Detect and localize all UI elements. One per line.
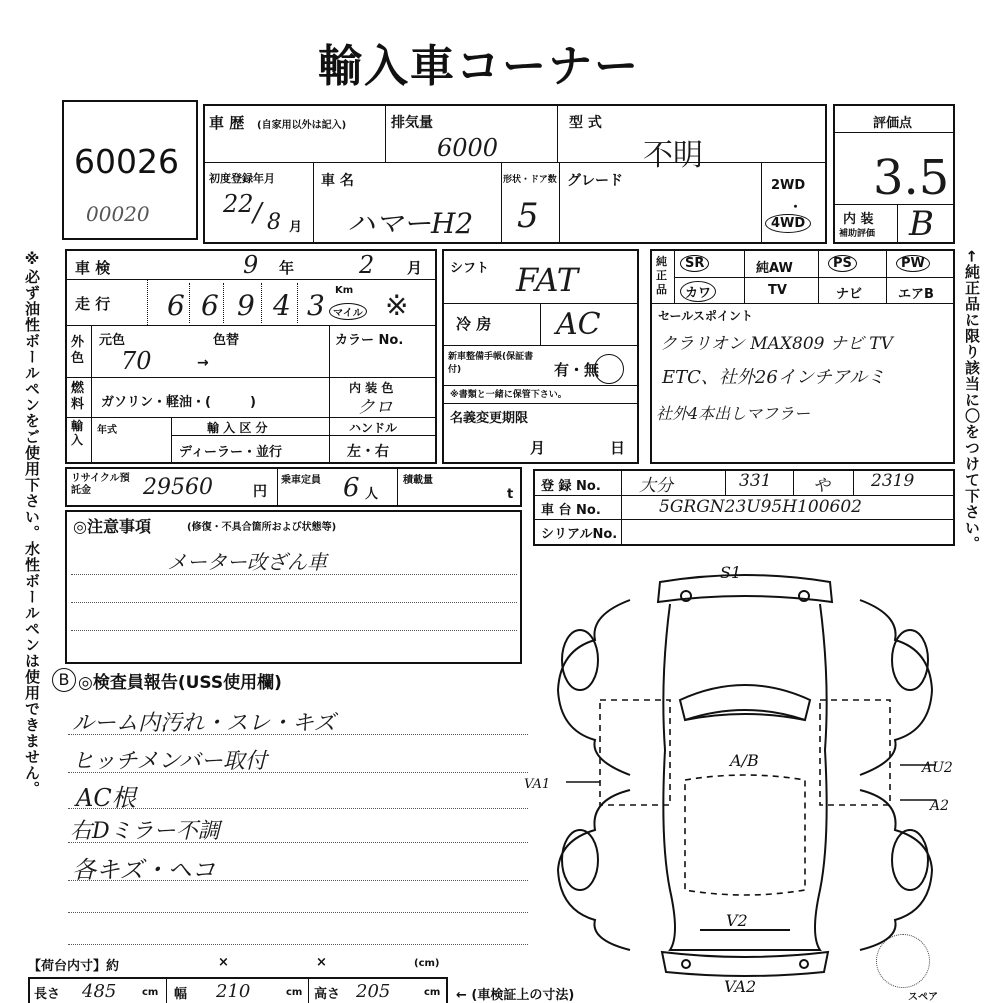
vehicle-info-grid [65,249,437,464]
equipment-tv[interactable]: TV [768,283,787,298]
equipment-aw[interactable]: 純AW [756,261,793,276]
height-cm: cm [424,987,441,998]
page-title: 輸入車コーナー [318,41,640,92]
diagram-label-a2: A2 [930,798,950,814]
equipment-pw[interactable]: PW [896,255,930,272]
name-change-day: 日 [610,439,626,457]
inspector-line-4: 右Dミラー不調 [70,819,220,844]
cargo-unit: (cm) [414,958,440,969]
import-label: 輸入 [71,419,84,447]
cargo-x1: × [218,955,229,970]
length-value: 485 [82,981,117,1002]
exterior-orig-label: 元色 [99,333,126,348]
inspector-line-5: 各キズ・ヘコ [72,856,216,884]
drive-2wd[interactable]: 2WD [771,178,806,193]
side-note-right: ←純正品に限り該当に〇をつけて下さい。 [963,250,981,552]
reg-kana: や [813,476,830,496]
lot-number-handwritten: 00020 [86,202,150,226]
width-cm: cm [286,987,303,998]
recycle-unit: 円 [253,484,267,500]
grade-label: グレード [567,173,623,189]
chassis-value: 5GRGN23U95H100602 [659,497,862,517]
mileage-digit-4: 4 [273,289,291,322]
side-note-left: ※必ず油性ボールペンをご使用下さい。水性ボールペンは使用できません。 [23,250,41,797]
interior-label: 内 装 [843,212,874,227]
manual-note: ※書類と一緒に保管下さい。 [450,390,567,400]
equipment-kawa[interactable]: カワ [680,281,716,302]
reg-year-value: 22 [223,190,254,218]
mileage-unit-mile: マイル [329,303,367,320]
inspection-year-unit: 年 [279,259,295,277]
load-label: 積載量 [403,475,433,486]
fuel-label: 燃料 [71,381,85,412]
import-year-label: 年式 [97,425,117,436]
diagram-label-v2: V2 [726,911,748,930]
header-grid: 車 歴 (自家用以外は記入) 排気量 6000 型 式 不明 初度登録年月 22 / 8 月 車 名 ハマーH2 形状・ドア数 5 グレード 2WD ・ 4WD [203,104,827,244]
serial-label: シリアルNo. [541,527,618,542]
lot-number: 60026 [74,142,179,181]
spare-tire-icon [876,934,930,988]
diagram-label-s1: S1 [720,563,742,582]
notes-sub: (修復・不具合箇所および状態等) [187,522,337,533]
mileage-label: 走 行 [75,295,111,313]
manual-circle-mark [594,354,624,384]
sales-point-line-2: ETC、社外26インチアルミ [662,367,886,388]
width-label: 幅 [174,987,188,1002]
reg-month-unit: 月 [289,220,303,235]
height-value: 205 [356,981,391,1002]
diagram-label-au2: AU2 [922,760,953,776]
cargo-x2: × [316,955,327,970]
equipment-navi[interactable]: ナビ [836,287,863,302]
name-change-label: 名義変更期限 [450,411,529,426]
equipment-sr[interactable]: SR [680,255,709,272]
color-no-label: カラー No. [335,333,404,348]
score-box [833,104,955,244]
interior-color-label: 内 装 色 [349,381,394,395]
inspector-mark: B [52,668,76,692]
equipment-block [650,249,955,464]
height-label: 高さ [314,987,341,1002]
length-cm: cm [142,987,159,998]
shift-label: シフト [450,261,490,276]
shift-ac-block [442,249,639,464]
doors-value: 5 [517,196,539,236]
score-value: 3.5 [873,150,950,206]
load-unit: t [507,487,514,502]
reg-month-value: 8 [267,210,281,235]
recycle-value: 29560 [143,475,213,500]
ac-value: AC [556,307,601,342]
capacity-value: 6 [343,473,360,503]
score-header: 評価点 [873,116,913,131]
handle-options[interactable]: 左・右 [347,444,389,460]
recycle-label: リサイクル預託金 [71,473,130,496]
manual-options[interactable]: 有・無 [554,361,600,379]
registration-block [533,469,955,546]
reg-number: 2319 [871,471,915,491]
capacity-unit: 人 [365,487,379,502]
equipment-ps[interactable]: PS [828,255,857,272]
mileage-digit-5: 3 [307,289,325,322]
inspector-line-2: ヒッチメンバー取付 [72,749,267,774]
history-label: 車 歴 [209,114,245,132]
reg-no-label: 登 録 No. [541,479,601,494]
doors-label: 形状・ドア数 [503,175,557,185]
dimension-row [28,977,448,1003]
exterior-color-value: 70 [121,347,152,375]
recycle-row [65,467,522,507]
mileage-mark: ※ [385,289,409,322]
inspection-year: 9 [243,251,259,279]
inspector-line-1: ルーム内汚れ・スレ・キズ [72,711,336,736]
name-label: 車 名 [321,173,354,189]
reg-year-label: 初度登録年月 [209,172,275,185]
inspection-month-unit: 月 [407,259,423,277]
lot-number-box [62,100,198,240]
mileage-digit-3: 9 [237,289,255,322]
spare-label: スペア [908,992,938,1003]
fuel-options[interactable]: ガソリン・軽油・( ) [101,395,256,410]
diagram-label-va1: VA1 [524,777,551,792]
inspector-line-3: AC根 [76,784,136,812]
interior-sub: 補助評価 [839,229,876,239]
chassis-label: 車 台 No. [541,503,601,518]
inspection-label: 車 検 [75,259,111,277]
ac-label: 冷 房 [456,315,492,333]
name-value: ハマーH2 [347,207,474,240]
mileage-unit-km: Km [335,285,354,296]
drive-4wd[interactable]: 4WD [765,214,811,233]
drive-dot: ・ [789,200,803,215]
history-note: (自家用以外は記入) [257,120,347,131]
exterior-label: 外色 [71,335,85,366]
reg-class: 331 [739,471,772,491]
handle-label: ハンドル [349,421,398,435]
import-type-label: 輸 入 区 分 [207,421,268,435]
sales-point-line-3: 社外4本出しマフラー [656,404,811,423]
displacement-value: 6000 [437,134,499,162]
shift-value: FAT [516,261,579,299]
diagram-label-va2: VA2 [724,977,757,996]
displacement-label: 排気量 [391,115,433,131]
model-label: 型 式 [569,115,602,131]
notes-line-1: メーター改ざん車 [167,550,327,574]
manual-label: 新車整備手帳(保証書付) [448,352,534,375]
inspector-label: ◎検査員報告(USS使用欄) [78,673,282,693]
dimension-note: ← (車検証上の寸法) [456,988,575,1003]
model-value: 不明 [643,138,703,173]
sales-point-label: セールスポイント [658,309,753,323]
mileage-digit-2: 6 [201,289,219,322]
notes-box [65,510,522,664]
exterior-arrow: → [197,355,209,371]
equipment-label: 純正品 [656,255,667,296]
width-value: 210 [216,981,251,1002]
name-change-month: 月 [530,439,546,457]
sales-point-line-1: クラリオン MAX809 ナビ TV [660,334,893,354]
mileage-digit-1: 6 [167,289,185,322]
exterior-change-label: 色替 [213,333,240,348]
capacity-label: 乗車定員 [281,475,321,486]
inspection-month: 2 [359,251,375,279]
notes-label: ◎注意事項 [73,517,151,536]
import-type-options[interactable]: ディーラー・並行 [179,445,282,460]
diagram-label-ab: A/B [730,751,759,770]
interior-value: B [909,204,934,244]
interior-color-value: クロ [357,397,393,418]
reg-area: 大分 [639,476,673,496]
cargo-label: 【荷台内寸】約 [28,959,120,974]
length-label: 長さ [34,987,61,1002]
equipment-airbag[interactable]: エアB [898,287,934,302]
